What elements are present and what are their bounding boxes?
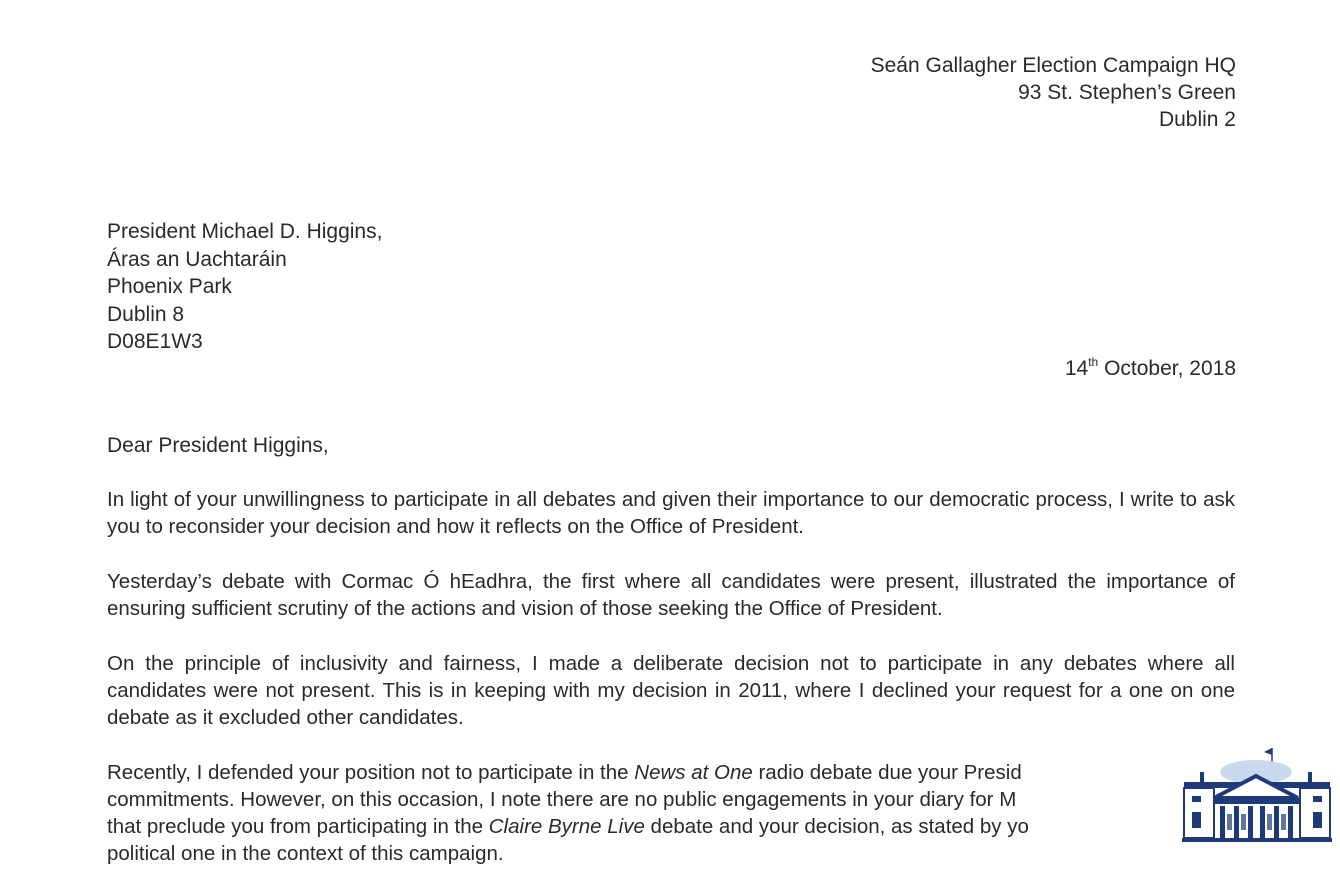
- paragraph-4-line-1: [107, 759, 1175, 786]
- p4-italic-news-at-one: News at One: [634, 761, 753, 784]
- p4-text-4: debate and your decision, as stated by yo: [644, 815, 1029, 838]
- letter-date: [1065, 355, 1236, 382]
- salutation: Dear President Higgins,: [107, 434, 329, 457]
- sender-street: 93 St. Stephen’s Green: [1018, 81, 1236, 104]
- aras-an-uachtarain-building-icon: [1178, 742, 1336, 850]
- date-suffix: th: [1088, 355, 1099, 369]
- recipient-area: Phoenix Park: [107, 275, 232, 298]
- date-day: 14: [1064, 357, 1089, 380]
- sender-address: [871, 52, 1236, 133]
- recipient-city: Dublin 8: [107, 302, 185, 326]
- sender-name: Seán Gallagher Election Campaign HQ: [870, 54, 1236, 77]
- paragraph-4-line-4: political one in the context of this campaign.: [107, 842, 504, 865]
- paragraph-1: In light of your unwillingness to participate in all debates and given their importance to our democratic process, I write to ask you to reconsider your decision and how it reflects on the Office of President.: [107, 488, 1235, 538]
- p4-italic-claire-byrne-live: Claire Byrne Live: [488, 815, 645, 838]
- date-rest: October, 2018: [1098, 357, 1236, 380]
- paragraph-4-line-2: commitments. However, on this occasion, I note there are no public engagements in your diary for M: [107, 788, 1017, 811]
- paragraph-3: On the principle of inclusivity and fairness, I made a deliberate decision not to participate in any debates where all candidates were not present. This is in keeping with my decision in 2011, where I declined your request for a one on one debate as it excluded other candidates.: [107, 652, 1235, 729]
- p4-text-2: radio debate due your Presid: [752, 761, 1022, 784]
- p4-text-3: that preclude you from participating in the: [107, 815, 489, 838]
- recipient-name: President Michael D. Higgins,: [107, 220, 383, 243]
- recipient-building: Áras an Uachtaráin: [107, 247, 287, 271]
- paragraph-4-line-3: [107, 813, 1175, 840]
- recipient-eircode: D08E1W3: [107, 330, 203, 353]
- recipient-address: [107, 218, 382, 356]
- paragraph-4: [107, 759, 1175, 867]
- paragraph-2: Yesterday’s debate with Cormac Ó hEadhra, the first where all candidates were present, illustrated the importance of ensuring sufficient scrutiny of the actions and vision of those seeking the Office of President.: [107, 570, 1235, 620]
- p4-text-1: Recently, I defended your position not to participate in the: [107, 761, 635, 784]
- sender-city: Dublin 2: [1158, 108, 1236, 131]
